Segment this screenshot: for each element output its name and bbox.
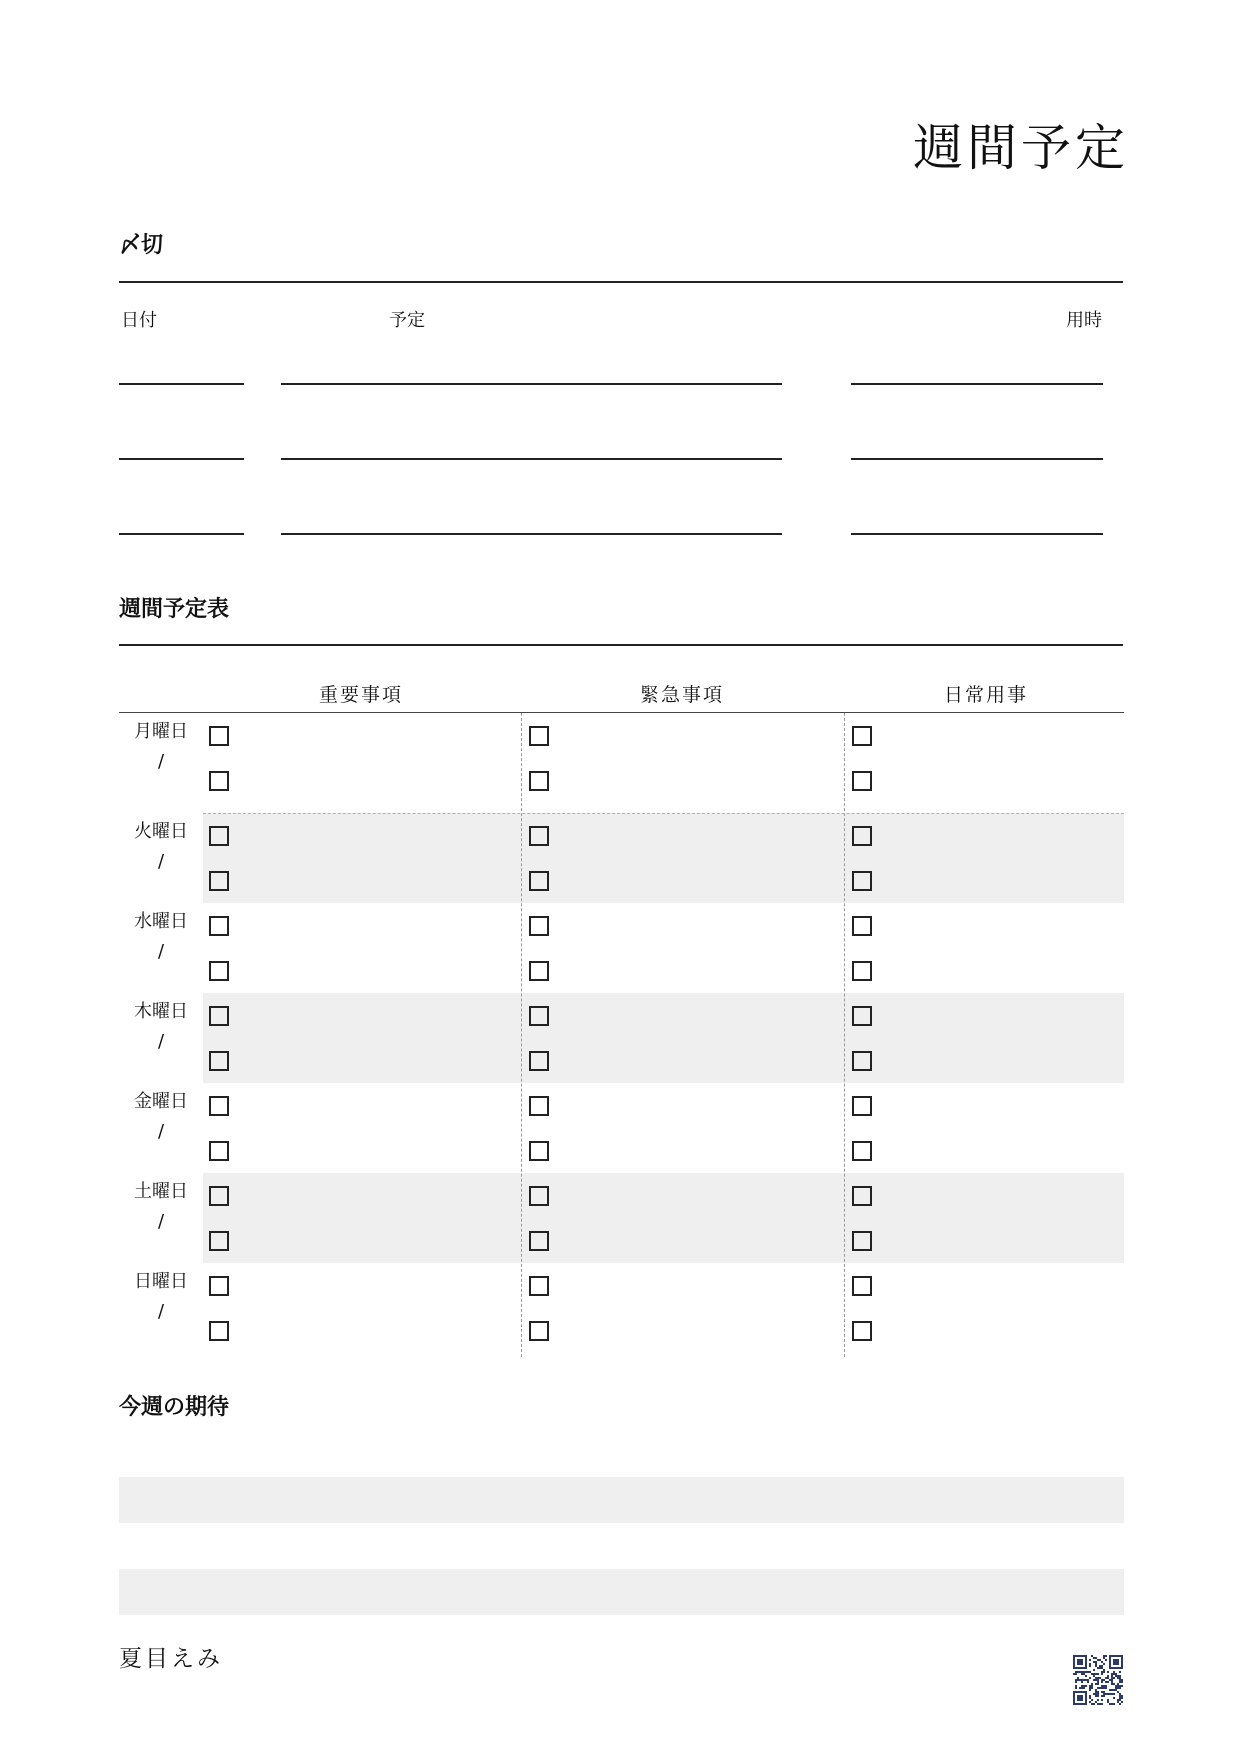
column-header-urgent: 緊急事項 [639,684,725,706]
day-date[interactable]: / [157,941,165,962]
column-divider [844,713,845,1357]
checkbox-daily[interactable] [852,961,872,981]
checkbox-important[interactable] [209,1006,229,1026]
weekly-heading-rule [119,644,1123,646]
day-date[interactable]: / [157,1211,165,1232]
expectation-line-1[interactable] [119,1477,1124,1523]
row-shade [203,813,1124,903]
checkbox-urgent[interactable] [529,1321,549,1341]
day-date[interactable]: / [157,751,165,772]
expectation-line-2[interactable] [119,1569,1124,1615]
checkbox-important[interactable] [209,1186,229,1206]
checkbox-important[interactable] [209,1051,229,1071]
checkbox-urgent[interactable] [529,1276,549,1296]
checkbox-urgent[interactable] [529,961,549,981]
day-name: 月曜日 [134,721,188,742]
deadline-time-blank-2[interactable] [851,458,1103,460]
checkbox-urgent[interactable] [529,1186,549,1206]
weekly-heading: 週間予定表 [119,597,230,622]
checkbox-daily[interactable] [852,1006,872,1026]
checkbox-daily[interactable] [852,826,872,846]
checkbox-important[interactable] [209,871,229,891]
column-header-daily: 日常用事 [943,684,1029,706]
deadline-plan-blank-2[interactable] [281,458,782,460]
checkbox-urgent[interactable] [529,871,549,891]
checkbox-urgent[interactable] [529,1096,549,1116]
deadline-time-label: 用時 [1066,310,1102,331]
checkbox-daily[interactable] [852,1096,872,1116]
deadline-plan-blank-3[interactable] [281,533,782,535]
deadline-time-blank-1[interactable] [851,383,1103,385]
checkbox-daily[interactable] [852,916,872,936]
deadline-date-blank-1[interactable] [119,383,244,385]
checkbox-important[interactable] [209,1231,229,1251]
checkbox-daily[interactable] [852,726,872,746]
column-divider [521,713,522,1357]
deadline-time-blank-3[interactable] [851,533,1103,535]
row-shade [203,993,1124,1083]
checkbox-important[interactable] [209,771,229,791]
day-label [119,1087,203,1147]
checkbox-important[interactable] [209,1096,229,1116]
day-name: 土曜日 [134,1181,188,1202]
checkbox-important[interactable] [209,1321,229,1341]
day-name: 火曜日 [134,821,188,842]
day-label [119,997,203,1057]
page-title: 週間予定 [913,119,1129,177]
checkbox-urgent[interactable] [529,1141,549,1161]
day-name: 水曜日 [134,911,188,932]
checkbox-important[interactable] [209,916,229,936]
checkbox-daily[interactable] [852,1051,872,1071]
day-label [119,907,203,967]
deadline-heading-rule [119,281,1123,283]
day-date[interactable]: / [157,1031,165,1052]
checkbox-daily[interactable] [852,771,872,791]
day-date[interactable]: / [157,851,165,872]
day-name: 日曜日 [134,1271,188,1292]
deadline-date-blank-2[interactable] [119,458,244,460]
deadline-plan-label: 予定 [389,310,425,331]
deadline-plan-blank-1[interactable] [281,383,782,385]
checkbox-daily[interactable] [852,1231,872,1251]
day-name: 金曜日 [134,1091,188,1112]
checkbox-important[interactable] [209,961,229,981]
weekly-schedule-table [119,660,1124,1357]
checkbox-important[interactable] [209,1141,229,1161]
checkbox-urgent[interactable] [529,726,549,746]
checkbox-important[interactable] [209,826,229,846]
checkbox-daily[interactable] [852,1321,872,1341]
deadline-date-blank-3[interactable] [119,533,244,535]
day-label [119,717,203,777]
checkbox-urgent[interactable] [529,1006,549,1026]
row-shade [203,1173,1124,1263]
deadline-heading: 〆切 [119,233,164,258]
column-header-important: 重要事項 [318,684,404,706]
day-label [119,817,203,877]
day-name: 木曜日 [134,1001,188,1022]
checkbox-urgent[interactable] [529,916,549,936]
row-divider [203,813,1124,814]
day-date[interactable]: / [157,1121,165,1142]
checkbox-urgent[interactable] [529,826,549,846]
checkbox-urgent[interactable] [529,1231,549,1251]
day-date[interactable]: / [157,1301,165,1322]
checkbox-urgent[interactable] [529,771,549,791]
day-label [119,1267,203,1327]
qr-code-icon [1073,1655,1123,1705]
expectation-heading: 今週の期待 [119,1395,230,1420]
checkbox-daily[interactable] [852,871,872,891]
checkbox-important[interactable] [209,726,229,746]
checkbox-daily[interactable] [852,1141,872,1161]
day-label [119,1177,203,1237]
author-name: 夏目えみ [119,1646,223,1672]
checkbox-daily[interactable] [852,1276,872,1296]
checkbox-urgent[interactable] [529,1051,549,1071]
checkbox-daily[interactable] [852,1186,872,1206]
table-header-rule [119,712,1124,713]
checkbox-important[interactable] [209,1276,229,1296]
deadline-date-label: 日付 [121,310,157,331]
